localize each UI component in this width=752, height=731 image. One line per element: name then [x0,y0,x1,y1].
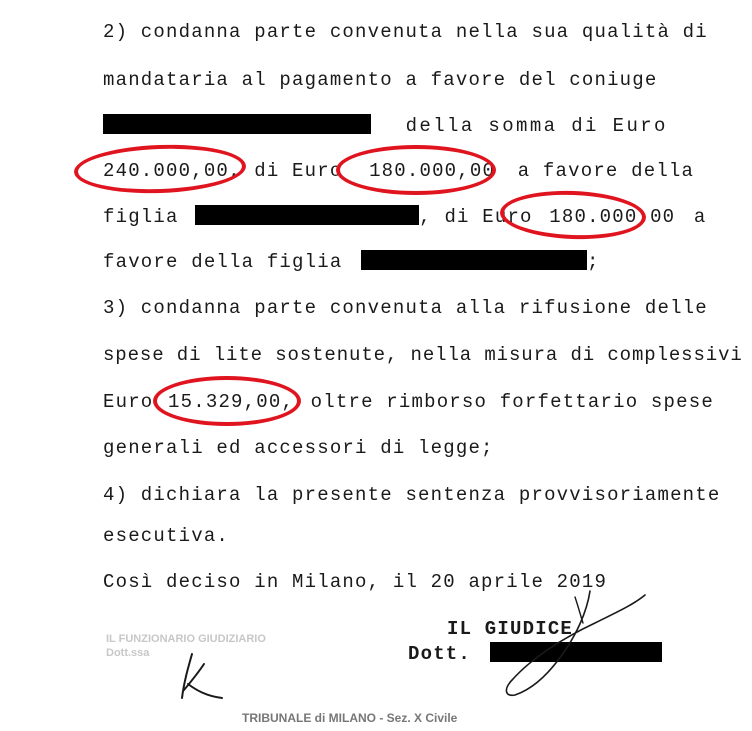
clerk-signature [170,650,240,705]
p2-line2: mandataria al pagamento a favore del coniuge [103,69,658,91]
stamp-left-line2: Dott.ssa [106,647,150,659]
judge-signature [495,583,655,703]
redacted-daughter2-name [361,250,587,270]
stamp-left-line1: IL FUNZIONARIO GIUDIZIARIO [106,633,266,645]
amount-180000-first: 180.000,00 [369,160,496,182]
p2-line5-end: a [693,206,707,228]
p4-line1: 4) dichiara la presente sentenza provvisoriamente [103,484,721,506]
amount-180000-second: 180.000,00 [549,206,676,228]
p3-line1: 3) condanna parte convenuta alla rifusione delle [103,297,708,319]
p3-line4: generali ed accessori di legge; [103,437,494,459]
redacted-daughter1-name [195,205,419,225]
p2-line6-start: favore della figlia [103,251,343,273]
p2-line3 [103,114,668,138]
p2-line4-mid: , di Euro [229,160,343,182]
p2-line5-start: figlia [103,206,179,228]
judge-prefix: Dott. [408,643,472,665]
p2-line6-end: ; [587,251,600,273]
highlight-circle-15329 [153,376,301,426]
highlight-circle-240000 [73,142,247,196]
judge-title: IL GIUDICE [447,618,574,640]
amount-240000: 240.000,00 [103,160,230,182]
p2-line6 [103,250,600,274]
court-stamp-bottom: TRIBUNALE di MILANO - Sez. X Civile [242,711,458,725]
redacted-spouse-name [103,114,371,134]
p3-line3-end: oltre rimborso forfettario spese [310,391,714,413]
amount-15329: 15.329,00, [168,391,295,413]
p3-line2: spese di lite sostenute, nella misura di complessivi [103,344,743,366]
p2-line4-end: a favore della [517,160,695,182]
highlight-circle-180000-first [336,145,496,195]
p2-line3-text: della somma di Euro [405,115,668,137]
highlight-circle-180000-second [499,188,647,241]
p3-line3-start: Euro [103,391,154,413]
p2-line1: 2) condanna parte convenuta nella sua qualità di [103,21,708,43]
closing-line: Così deciso in Milano, il 20 aprile 2019 [103,571,608,593]
p2-line5-mid: , di Euro [419,206,533,228]
p4-line2: esecutiva. [103,525,230,547]
